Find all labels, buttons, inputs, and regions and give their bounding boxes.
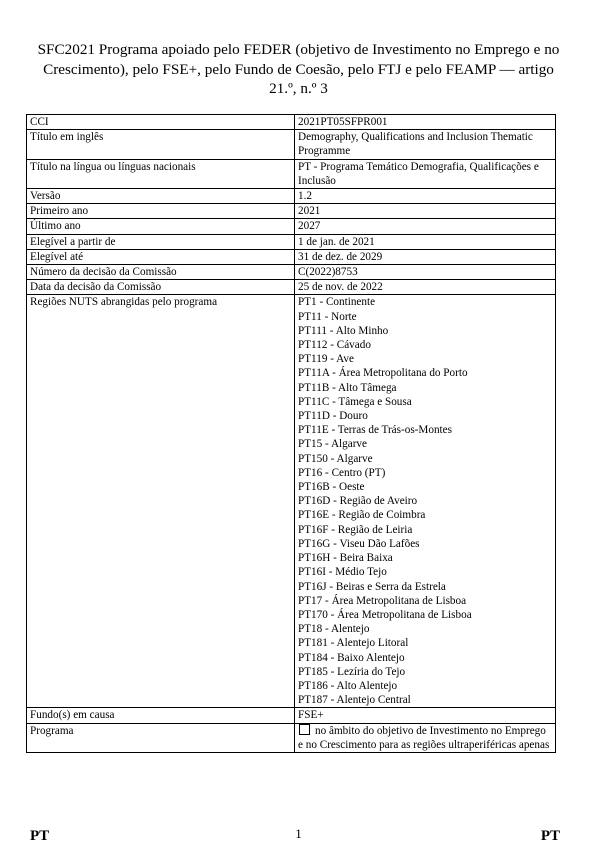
table-row (27, 280, 556, 295)
nuts-region-item: PT11B - Alto Tâmega (298, 381, 397, 394)
last-year-value: 2027 (295, 219, 556, 234)
nuts-region-item: PT16I - Médio Tejo (298, 566, 387, 579)
cci-label: CCI (27, 115, 295, 130)
nuts-region-item: PT184 - Baixo Alentejo (298, 651, 405, 664)
programme-value-cell (295, 723, 556, 752)
page-number: 1 (295, 826, 302, 841)
national-title-label: Título na língua ou línguas nacionais (27, 159, 295, 188)
document-title: SFC2021 Programa apoiado pelo FEDER (objetivo de Investimento no Emprego e no Crescimento), pelo FSE+, pelo Fundo de Coesão, pelo FTJ e pelo FEAMP — artigo 21.º, n.º 3 (37, 41, 560, 97)
nuts-region-item: PT15 - Algarve (298, 438, 367, 451)
nuts-region-item: PT11C - Tâmega e Sousa (298, 395, 412, 408)
version-value: 1.2 (295, 189, 556, 204)
nuts-regions-list (295, 295, 556, 708)
footer-language-left: PT (30, 828, 50, 844)
table-row (27, 115, 556, 130)
english-title-value: Demography, Qualifications and Inclusion Thematic Programme (295, 130, 556, 159)
decision-number-value: C(2022)8753 (295, 265, 556, 280)
version-label: Versão (27, 189, 295, 204)
nuts-region-item: PT170 - Área Metropolitana de Lisboa (298, 608, 472, 621)
footer-language-right: PT (540, 828, 560, 844)
nuts-region-item: PT16F - Região de Leiria (298, 523, 413, 536)
eligible-from-label: Elegível a partir de (27, 234, 295, 249)
nuts-region-item: PT187 - Alentejo Central (298, 694, 411, 707)
first-year-value: 2021 (295, 204, 556, 219)
nuts-region-item: PT16D - Região de Aveiro (298, 495, 418, 508)
table-row (27, 204, 556, 219)
nuts-region-item: PT11D - Douro (298, 410, 368, 423)
nuts-region-item: PT112 - Cávado (298, 339, 371, 352)
nuts-region-item: PT186 - Alto Alentejo (298, 679, 398, 692)
nuts-region-item: PT11E - Terras de Trás-os-Montes (298, 424, 452, 437)
cci-value: 2021PT05SFPR001 (295, 115, 556, 130)
nuts-region-item: PT111 - Alto Minho (298, 324, 389, 337)
nuts-region-item: PT181 - Alentejo Litoral (298, 637, 409, 650)
table-row (27, 708, 556, 723)
table-row (27, 265, 556, 280)
eligible-until-label: Elegível até (27, 249, 295, 264)
nuts-region-item: PT17 - Área Metropolitana de Lisboa (298, 594, 467, 607)
national-title-value: PT - Programa Temático Demografia, Qualificações e Inclusão (295, 159, 556, 188)
table-row (27, 189, 556, 204)
funds-value: FSE+ (295, 708, 556, 723)
decision-date-label: Data da decisão da Comissão (27, 280, 295, 295)
nuts-region-item: PT18 - Alentejo (298, 623, 370, 636)
funds-label: Fundo(s) em causa (27, 708, 295, 723)
last-year-label: Último ano (27, 219, 295, 234)
table-row (27, 249, 556, 264)
outermost-regions-checkbox[interactable] (299, 724, 310, 735)
table-row (27, 295, 556, 708)
programme-info-table (26, 114, 556, 753)
nuts-region-item: PT185 - Lezíria do Tejo (298, 665, 406, 678)
nuts-region-item: PT1 - Continente (298, 296, 376, 309)
nuts-region-item: PT11A - Área Metropolitana do Porto (298, 367, 468, 380)
table-row (27, 130, 556, 159)
table-row (27, 234, 556, 249)
nuts-region-item: PT16G - Viseu Dão Lafões (298, 537, 420, 550)
programme-label: Programa (27, 723, 295, 752)
nuts-regions-label: Regiões NUTS abrangidas pelo programa (27, 295, 295, 708)
table-row (27, 159, 556, 188)
eligible-until-value: 31 de dez. de 2029 (295, 249, 556, 264)
nuts-region-item: PT150 - Algarve (298, 452, 373, 465)
first-year-label: Primeiro ano (27, 204, 295, 219)
decision-number-label: Número da decisão da Comissão (27, 265, 295, 280)
eligible-from-value: 1 de jan. de 2021 (295, 234, 556, 249)
table-row (27, 723, 556, 752)
table-row (27, 219, 556, 234)
english-title-label: Título em inglês (27, 130, 295, 159)
nuts-region-item: PT16H - Beira Baixa (298, 552, 393, 565)
nuts-region-item: PT119 - Ave (298, 353, 354, 366)
nuts-region-item: PT16B - Oeste (298, 481, 365, 494)
nuts-region-item: PT16J - Beiras e Serra da Estrela (298, 580, 446, 593)
nuts-region-item: PT11 - Norte (298, 310, 357, 323)
nuts-region-item: PT16 - Centro (PT) (298, 466, 386, 479)
decision-date-value: 25 de nov. de 2022 (295, 280, 556, 295)
programme-value: no âmbito do objetivo de Investimento no Emprego e no Crescimento para as regiões ultraperiféricas apenas (298, 724, 550, 751)
nuts-region-item: PT16E - Região de Coimbra (298, 509, 426, 522)
